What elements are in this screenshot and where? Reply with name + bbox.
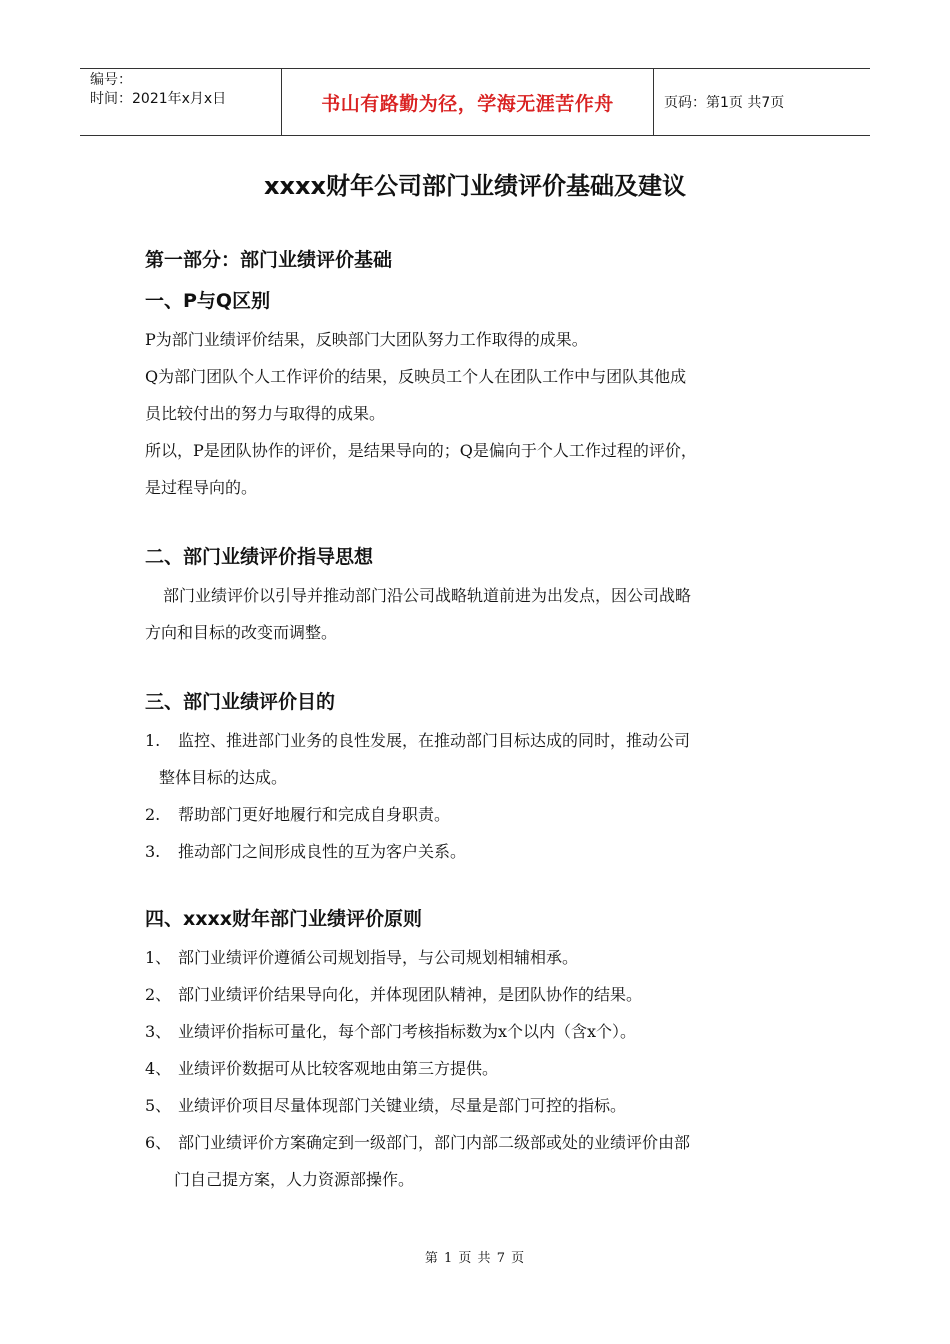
section1-para1: P为部门业绩评价结果，反映部门大团队努力工作取得的成果。 [145,330,588,349]
section1-para2-line2: 员比较付出的努力与取得的成果。 [145,404,386,423]
list-number: 1、 [145,948,172,967]
section1-para3-line1: 所以，P是团队协作的评价，是结果导向的；Q是偏向于个人工作过程的评价， [145,441,697,460]
list-item [145,1087,825,1124]
list-item [145,796,825,833]
list-text: 部门业绩评价遵循公司规划指导，与公司规划相辅相承。 [178,948,579,967]
list-item [145,833,825,870]
section2-para-line1: 部门业绩评价以引导并推动部门沿公司战略轨道前进为出发点，因公司战略 [163,586,692,605]
document-body [145,240,825,1198]
list-item [145,976,825,1013]
spacer [145,870,825,904]
time-label: 时间：2021年x月x日 [90,91,227,107]
list-number: 3. [145,842,161,861]
list-text: 推动部门之间形成良性的互为客户关系。 [178,842,467,861]
list-text: 部门业绩评价结果导向化，并体现团队精神，是团队协作的结果。 [178,985,643,1004]
list-number: 6、 [145,1133,172,1152]
list-text: 业绩评价项目尽量体现部门关键业绩，尽量是部门可控的指标。 [178,1096,627,1115]
list-text-continuation: 门自己提方案，人力资源部操作。 [174,1170,415,1189]
list-text: 帮助部门更好地履行和完成自身职责。 [178,805,451,824]
list-item [145,1050,825,1087]
list-text: 部门业绩评价方案确定到一级部门，部门内部二级部或处的业绩评价由部 [178,1133,691,1152]
list-number: 2. [145,805,161,824]
list-number: 5、 [145,1096,172,1115]
section1-para3-line2: 是过程导向的。 [145,478,258,497]
list-number: 3、 [145,1022,172,1041]
spacer [145,506,825,542]
list-item [145,1013,825,1050]
list-text-continuation: 整体目标的达成。 [159,768,288,787]
section2-title: 二、部门业绩评价指导思想 [145,546,374,568]
document-title: xxxx财年公司部门业绩评价基础及建议 [264,172,686,200]
section4-title: 四、xxxx财年部门业绩评价原则 [145,908,423,930]
list-text: 业绩评价数据可从比较客观地由第三方提供。 [178,1059,499,1078]
page-header [80,68,870,136]
section2-para-line2: 方向和目标的改变而调整。 [145,623,338,642]
list-number: 1. [145,731,161,750]
spacer [145,651,825,687]
section1-para2-line1: Q为部门团队个人工作评价的结果，反映员工个人在团队工作中与团队其他成 [145,367,687,386]
section3-title: 三、部门业绩评价目的 [145,691,336,713]
list-number: 2、 [145,985,172,1004]
list-item [145,722,825,759]
list-item [145,939,825,976]
part1-title: 第一部分：部门业绩评价基础 [145,249,393,271]
header-page-code: 页码：第1页 共7页 [664,95,785,111]
number-label: 编号： [90,72,132,88]
section1-title: 一、P与Q区别 [145,290,271,312]
list-item [145,1124,825,1161]
header-left-cell [80,69,282,135]
list-number: 4、 [145,1059,172,1078]
page-footer: 第 1 页 共 7 页 [424,1251,526,1266]
header-motto: 书山有路勤为径，学海无涯苦作舟 [282,69,654,135]
list-text: 业绩评价指标可量化，每个部门考核指标数为x个以内（含x个）。 [178,1022,637,1041]
list-text: 监控、推进部门业务的良性发展，在推动部门目标达成的同时，推动公司 [178,731,691,750]
